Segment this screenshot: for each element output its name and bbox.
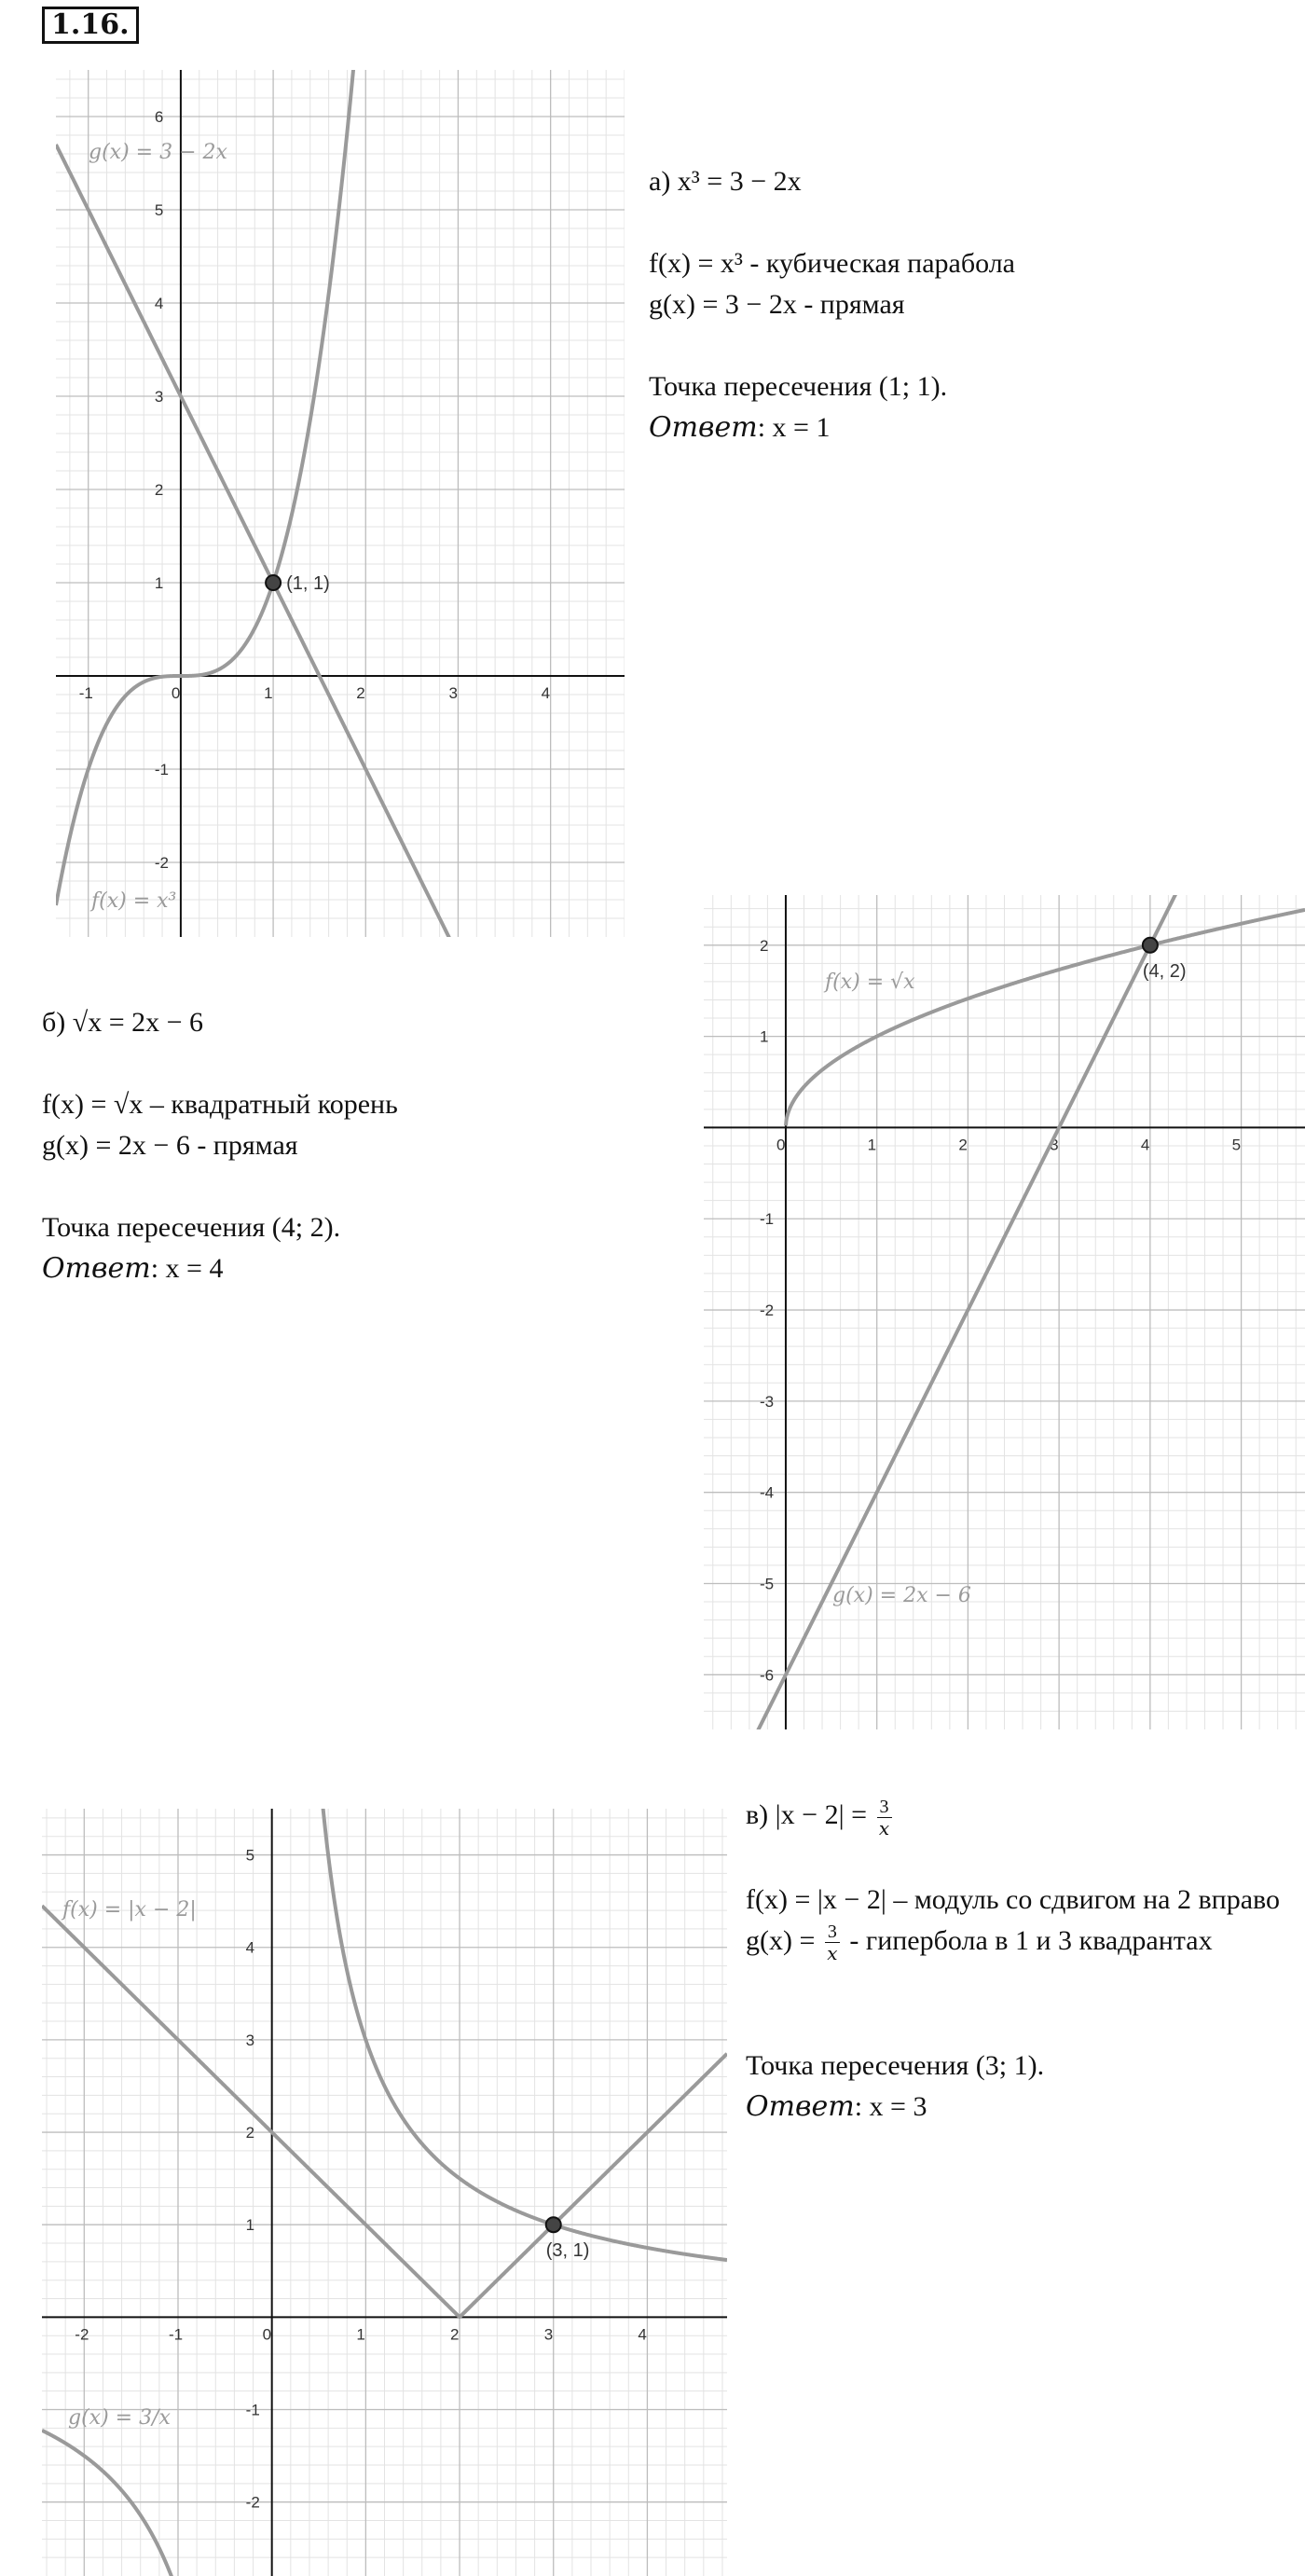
series-1-curve — [56, 145, 587, 937]
part-c-g-suffix: - гипербола в 1 и 3 квадрантах — [849, 1924, 1213, 1956]
x-tick-label: -1 — [78, 684, 93, 702]
part-a-equation: а) x³ = 3 − 2x — [649, 166, 802, 197]
y-tick-label: -1 — [154, 761, 170, 778]
part-c-g-prefix: g(x) = — [746, 1924, 816, 1956]
graph-a-g-label: g(x) = 3 − 2x — [89, 141, 227, 164]
y-tick-label: -5 — [759, 1575, 775, 1593]
fraction-numerator: 3 — [825, 1922, 840, 1943]
y-tick-label: 6 — [154, 108, 164, 126]
part-c-g-fraction — [825, 1922, 840, 1963]
graph-c-g-label: g(x) = 3/x — [68, 2406, 171, 2430]
part-c-equation-fraction — [877, 1797, 892, 1839]
x-tick-label: 3 — [1050, 1136, 1059, 1154]
y-tick-label: 2 — [759, 936, 769, 955]
y-tick-label: 1 — [154, 574, 164, 592]
y-tick-label: 1 — [759, 1027, 769, 1046]
intersection-point — [266, 575, 281, 590]
x-tick-label: 2 — [958, 1136, 968, 1154]
graph-cubic-and-line — [56, 70, 625, 937]
y-tick-label: -2 — [759, 1302, 775, 1320]
graph-sqrt-and-line — [704, 895, 1305, 1729]
part-c-intersection: Точка пересечения (3; 1). — [746, 2050, 1045, 2082]
x-tick-label: 2 — [356, 684, 365, 702]
fraction-denominator: x — [827, 1942, 838, 1965]
y-tick-label: -2 — [245, 2493, 260, 2512]
intersection-point — [546, 2217, 561, 2232]
part-a-intersection: Точка пересечения (1; 1). — [649, 371, 948, 402]
x-tick-label: -2 — [75, 2325, 89, 2344]
part-b-answer-value: : x = 4 — [150, 1253, 224, 1284]
x-tick-label: 2 — [450, 2325, 460, 2344]
x-tick-label: -1 — [168, 2325, 184, 2344]
part-c-f-line: f(x) = |x − 2| – модуль со сдвигом на 2 вправо — [746, 1883, 1280, 1915]
y-tick-label: 4 — [245, 1938, 255, 1957]
x-tick-label: 0 — [776, 1136, 786, 1154]
y-tick-label: -3 — [759, 1392, 775, 1411]
graph-c-f-label: f(x) = |x − 2| — [62, 1898, 197, 1922]
minor-gridlines — [42, 1809, 727, 2576]
part-c-text — [746, 1795, 1286, 2128]
y-tick-label: 3 — [154, 388, 164, 406]
y-tick-label: 2 — [245, 2124, 255, 2142]
graph-a-f-label: f(x) = x³ — [91, 889, 177, 913]
y-tick-label: -1 — [759, 1210, 775, 1229]
part-c-answer-value: : x = 3 — [854, 2091, 927, 2123]
fraction-numerator: 3 — [877, 1797, 892, 1818]
intersection-points — [1143, 938, 1187, 982]
x-tick-label: 4 — [638, 2325, 647, 2344]
part-a-answer-value: : x = 1 — [757, 412, 831, 443]
y-tick-label: -1 — [245, 2401, 260, 2419]
y-tick-label: 5 — [245, 1846, 255, 1865]
intersection-point-label: (3, 1) — [545, 2240, 590, 2262]
part-b-f-line: f(x) = √x – квадратный корень — [42, 1089, 398, 1120]
x-tick-label: 4 — [541, 684, 551, 702]
minor-gridlines — [704, 895, 1305, 1729]
graph-b-f-label: f(x) = √x — [825, 971, 915, 994]
y-tick-label: -2 — [154, 854, 170, 872]
y-tick-label: 1 — [245, 2216, 255, 2235]
graph-b-g-label: g(x) = 2x − 6 — [832, 1584, 971, 1607]
intersection-point — [1143, 938, 1158, 953]
part-c-equation-prefix: в) |x − 2| = — [746, 1799, 868, 1830]
intersection-points — [266, 573, 330, 594]
x-tick-label: 1 — [867, 1136, 877, 1154]
y-tick-label: 5 — [154, 201, 164, 219]
y-tick-label: -4 — [759, 1483, 775, 1502]
part-c-answer-label: Ответ — [746, 2090, 855, 2124]
x-tick-label: 5 — [1231, 1136, 1242, 1154]
function-labels — [61, 1898, 197, 2430]
problem-number: 1.16. — [42, 7, 139, 44]
intersection-points — [546, 2217, 590, 2261]
part-b-g-line: g(x) = 2x − 6 - прямая — [42, 1130, 298, 1161]
intersection-point-label: (1, 1) — [286, 573, 330, 594]
x-tick-label: 3 — [543, 2325, 554, 2344]
fraction-denominator: x — [878, 1816, 890, 1839]
part-a-answer-label: Ответ — [649, 411, 758, 444]
function-labels — [823, 971, 971, 1607]
x-tick-label: 1 — [264, 684, 273, 702]
x-tick-label: 1 — [356, 2325, 365, 2344]
part-b-answer-label: Ответ — [42, 1252, 151, 1285]
part-b-intersection: Точка пересечения (4; 2). — [42, 1212, 341, 1243]
x-tick-label: 0 — [171, 684, 181, 702]
part-a-text — [649, 161, 1283, 448]
intersection-point-label: (4, 2) — [1142, 960, 1187, 982]
x-tick-label: 0 — [262, 2325, 272, 2344]
y-tick-label: 2 — [154, 481, 164, 499]
x-tick-label: 3 — [448, 684, 458, 702]
graph-abs-and-hyperbola — [42, 1809, 727, 2576]
part-a-f-line: f(x) = x³ - кубическая парабола — [649, 248, 1015, 279]
part-b-equation: б) √x = 2x − 6 — [42, 1007, 204, 1038]
part-a-g-line: g(x) = 3 − 2x - прямая — [649, 289, 905, 320]
x-tick-label: 4 — [1140, 1136, 1150, 1154]
y-tick-label: 3 — [245, 2031, 255, 2049]
y-tick-label: -6 — [759, 1666, 775, 1685]
part-b-text — [42, 1002, 676, 1289]
y-tick-label: 4 — [154, 295, 164, 312]
